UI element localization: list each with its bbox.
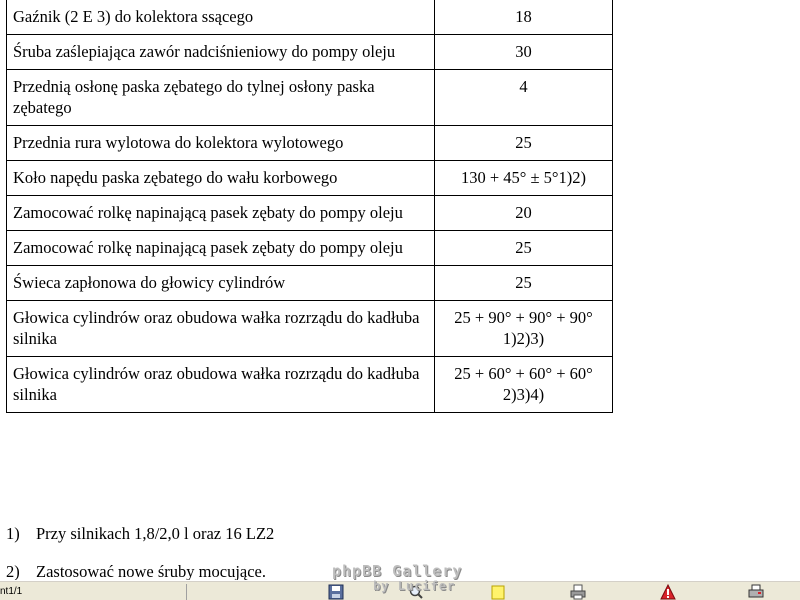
torque-part-description: Przednią osłonę paska zębatego do tylnej osłony paska zębatego <box>7 70 435 126</box>
torque-table <box>6 0 613 413</box>
footnote-number: 2) <box>6 562 20 580</box>
torque-value: 25 <box>435 231 613 266</box>
torque-value: 25 + 60° + 60° + 60° 2)3)4) <box>435 357 613 413</box>
torque-value: 4 <box>435 70 613 126</box>
table-row <box>7 266 613 301</box>
note-icon[interactable] <box>490 584 506 600</box>
table-row <box>7 196 613 231</box>
torque-part-description: Zamocować rolkę napinającą pasek zębaty do pompy oleju <box>7 231 435 266</box>
torque-table-body <box>7 0 613 413</box>
table-row <box>7 357 613 413</box>
torque-part-description: Zamocować rolkę napinającą pasek zębaty do pompy oleju <box>7 196 435 231</box>
torque-value: 25 <box>435 266 613 301</box>
torque-part-description: Gaźnik (2 E 3) do kolektora ssącego <box>7 0 435 35</box>
torque-part-description: Głowica cylindrów oraz obudowa wałka rozrządu do kadłuba silnika <box>7 301 435 357</box>
phpbb-gallery-watermark <box>332 564 462 594</box>
torque-part-description: Głowica cylindrów oraz obudowa wałka rozrządu do kadłuba silnika <box>7 357 435 413</box>
torque-value: 25 <box>435 126 613 161</box>
torque-value: 25 + 90° + 90° + 90° 1)2)3) <box>435 301 613 357</box>
torque-part-description: Śruba zaślepiająca zawór nadciśnieniowy do pompy oleju <box>7 35 435 70</box>
print-icon[interactable] <box>570 584 586 600</box>
table-row <box>7 70 613 126</box>
table-row <box>7 35 613 70</box>
torque-part-description: Przednia rura wylotowa do kolektora wylotowego <box>7 126 435 161</box>
table-row <box>7 301 613 357</box>
table-row <box>7 161 613 196</box>
watermark-line-2: by Lucifer <box>373 579 456 593</box>
footnote-text: Zastosować nowe śruby mocujące. <box>36 562 267 580</box>
printer-icon[interactable] <box>748 584 764 600</box>
footnote-text: Przy silnikach 1,8/2,0 l oraz 16 LZ2 <box>36 524 275 543</box>
torque-value: 130 + 45° ± 5°1)2) <box>435 161 613 196</box>
torque-part-description: Koło napędu paska zębatego do wału korbowego <box>7 161 435 196</box>
footnote-number: 1) <box>6 524 20 543</box>
torque-value: 20 <box>435 196 613 231</box>
table-row <box>7 0 613 35</box>
watermark-line-1: phpBB Gallery <box>332 562 463 580</box>
torque-value: 18 <box>435 0 613 35</box>
warning-icon[interactable] <box>660 584 676 600</box>
table-row <box>7 126 613 161</box>
torque-part-description: Świeca zapłonowa do głowicy cylindrów <box>7 266 435 301</box>
table-row <box>7 231 613 266</box>
page-indicator: nt1/1 <box>0 584 187 600</box>
footnote-1 <box>6 523 766 544</box>
torque-value: 30 <box>435 35 613 70</box>
